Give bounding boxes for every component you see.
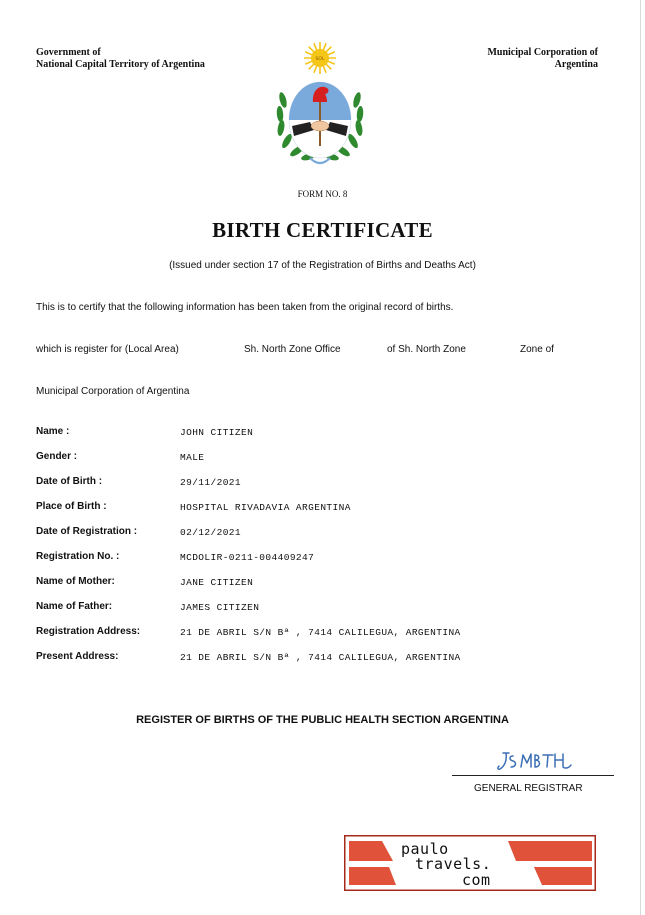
field-label: Name : [36, 426, 70, 437]
field-label: Registration Address: [36, 626, 141, 637]
field-label: Date of Registration : [36, 526, 138, 537]
field-value: JOHN CITIZEN [180, 427, 254, 438]
header-right [487, 47, 598, 71]
header-left-line2: National Capital Territory of Argentina [36, 59, 205, 70]
watermark-logo [344, 835, 596, 891]
registration-line-local-area: which is register for (Local Area) [36, 344, 179, 355]
watermark-line2: travels. [415, 855, 492, 873]
registrar-label: GENERAL REGISTRAR [474, 783, 583, 794]
watermark-line3: com [462, 871, 491, 889]
registrar-signature [495, 748, 575, 774]
field-value: 02/12/2021 [180, 527, 242, 538]
signature-line [452, 775, 614, 776]
page-edge [640, 0, 641, 915]
field-label: Registration No. : [36, 551, 120, 562]
sun-icon [304, 42, 336, 74]
field-label: Name of Mother: [36, 576, 115, 587]
field-label: Name of Father: [36, 601, 113, 612]
form-number: FORM NO. 8 [297, 189, 348, 199]
field-label: Place of Birth : [36, 501, 107, 512]
header-right-line2: Argentina [554, 59, 598, 70]
registration-line-zone: of Sh. North Zone [387, 344, 466, 355]
header-right-line1: Municipal Corporation of [487, 47, 598, 58]
field-value: HOSPITAL RIVADAVIA ARGENTINA [180, 502, 351, 513]
header-left-line1: Government of [36, 47, 101, 58]
field-value: 29/11/2021 [180, 477, 242, 488]
header-left [36, 47, 205, 71]
field-value: MCDOLIR-0211-004409247 [180, 552, 315, 563]
registration-line-office: Sh. North Zone Office [244, 344, 341, 355]
certificate-title: BIRTH CERTIFICATE [212, 218, 433, 242]
field-label: Date of Birth : [36, 476, 103, 487]
field-label: Present Address: [36, 651, 119, 662]
sun-text: SOL [315, 57, 325, 62]
field-value: JANE CITIZEN [180, 577, 254, 588]
certificate-subtitle: (Issued under section 17 of the Registration of Births and Deaths Act) [169, 260, 476, 271]
certify-statement: This is to certify that the following information has been taken from the original record of births. [36, 302, 454, 313]
watermark-line1: paulo [401, 840, 449, 858]
field-value: JAMES CITIZEN [180, 602, 260, 613]
field-value: MALE [180, 452, 205, 463]
register-heading: REGISTER OF BIRTHS OF THE PUBLIC HEALTH SECTION ARGENTINA [136, 714, 509, 726]
coat-of-arms-emblem [270, 40, 370, 180]
field-label: Gender : [36, 451, 78, 462]
municipality-line: Municipal Corporation of Argentina [36, 386, 190, 397]
registration-line-zone-of: Zone of [520, 344, 554, 355]
field-value: 21 DE ABRIL S/N Bª , 7414 CALILEGUA, ARGENTINA [180, 652, 461, 663]
field-value: 21 DE ABRIL S/N Bª , 7414 CALILEGUA, ARGENTINA [180, 627, 461, 638]
